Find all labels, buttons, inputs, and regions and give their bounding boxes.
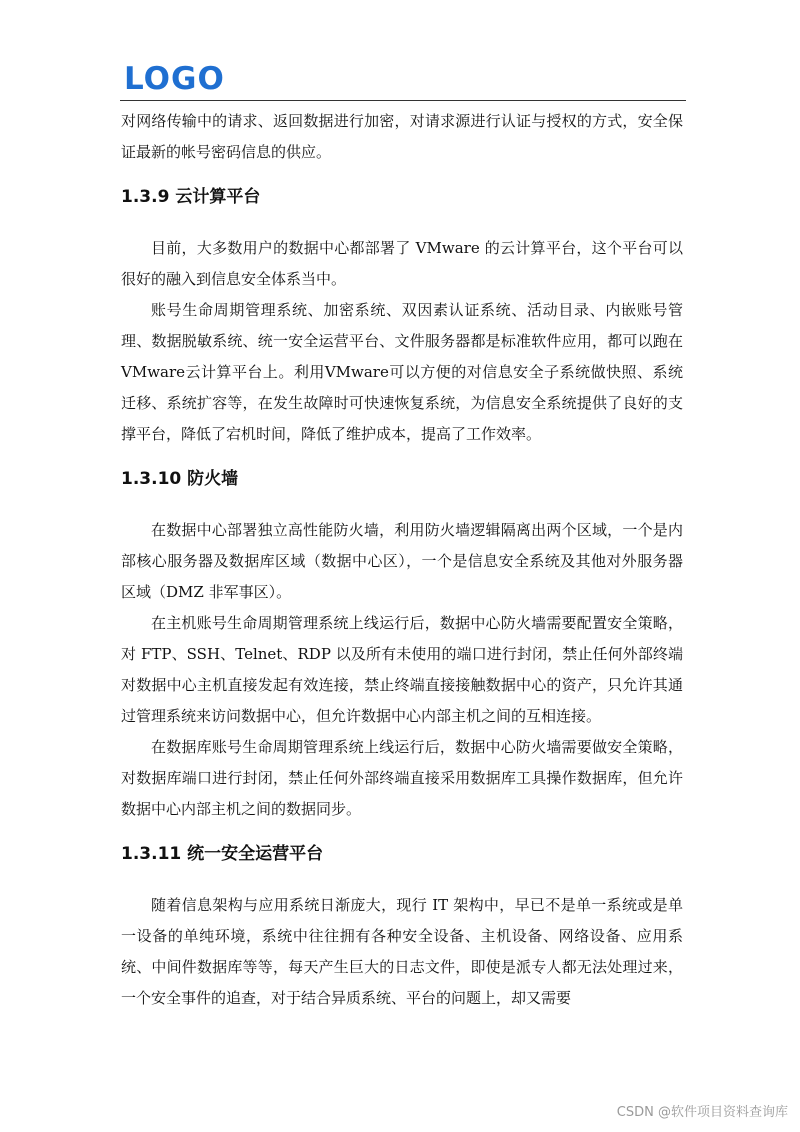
section-heading-wrap bbox=[121, 825, 683, 890]
paragraph: 随着信息架构与应用系统日渐庞大，现行 IT 架构中，早已不是单一系统或是单一设备的单纯环境，系统中往往拥有各种安全设备、主机设备、网络设备、应用系统、中间件数据库等等，每天产生巨大的日志文件，即使是派专人都无法处理过来，一个安全事件的追查，对于结合异质系统、平台的问题上，却又需要 bbox=[121, 896, 683, 1007]
paragraph: 账号生命周期管理系统、加密系统、双因素认证系统、活动目录、内嵌账号管理、数据脱敏系统、统一安全运营平台、文件服务器都是标准软件应用，都可以跑在VMware云计算平台上。利用VMware可以方便的对信息安全子系统做快照、系统迁移、系统扩容等，在发生故障时可快速恢复系统，为信息安全系统提供了良好的支撑平台，降低了宕机时间，降低了维护成本，提高了工作效率。 bbox=[121, 301, 683, 443]
document-body bbox=[121, 106, 683, 1014]
paragraph: 在数据库账号生命周期管理系统上线运行后，数据中心防火墙需要做安全策略，对数据库端口进行封闭，禁止任何外部终端直接采用数据库工具操作数据库，但允许数据中心内部主机之间的数据同步。 bbox=[121, 738, 683, 818]
header-divider bbox=[120, 100, 686, 101]
paragraph: 对网络传输中的请求、返回数据进行加密，对请求源进行认证与授权的方式，安全保证最新的帐号密码信息的供应。 bbox=[121, 112, 683, 161]
section-heading-1-3-9: 1.3.9 云计算平台 bbox=[121, 187, 261, 207]
paragraph: 目前，大多数用户的数据中心都部署了 VMware 的云计算平台，这个平台可以很好的融入到信息安全体系当中。 bbox=[121, 239, 683, 288]
section-heading-1-3-11: 1.3.11 统一安全运营平台 bbox=[121, 844, 324, 864]
watermark: CSDN @软件项目资料查询库 bbox=[616, 1105, 788, 1120]
paragraph: 在主机账号生命周期管理系统上线运行后，数据中心防火墙需要配置安全策略，对 FTP、SSH、Telnet、RDP 以及所有未使用的端口进行封闭，禁止任何外部终端对数据中心主机直接发起有效连接，禁止终端直接接触数据中心的资产，只允许其通过管理系统来访问数据中心，但允许数据中心内部主机之间的互相连接。 bbox=[121, 614, 683, 725]
paragraph: 在数据中心部署独立高性能防火墙，利用防火墙逻辑隔离出两个区域，一个是内部核心服务器及数据库区域（数据中心区），一个是信息安全系统及其他对外服务器区域（DMZ 非军事区）。 bbox=[121, 521, 683, 601]
logo: LOGO bbox=[124, 61, 225, 97]
section-heading-wrap bbox=[121, 450, 683, 515]
section-heading-wrap bbox=[121, 168, 683, 233]
section-heading-1-3-10: 1.3.10 防火墙 bbox=[121, 469, 239, 489]
